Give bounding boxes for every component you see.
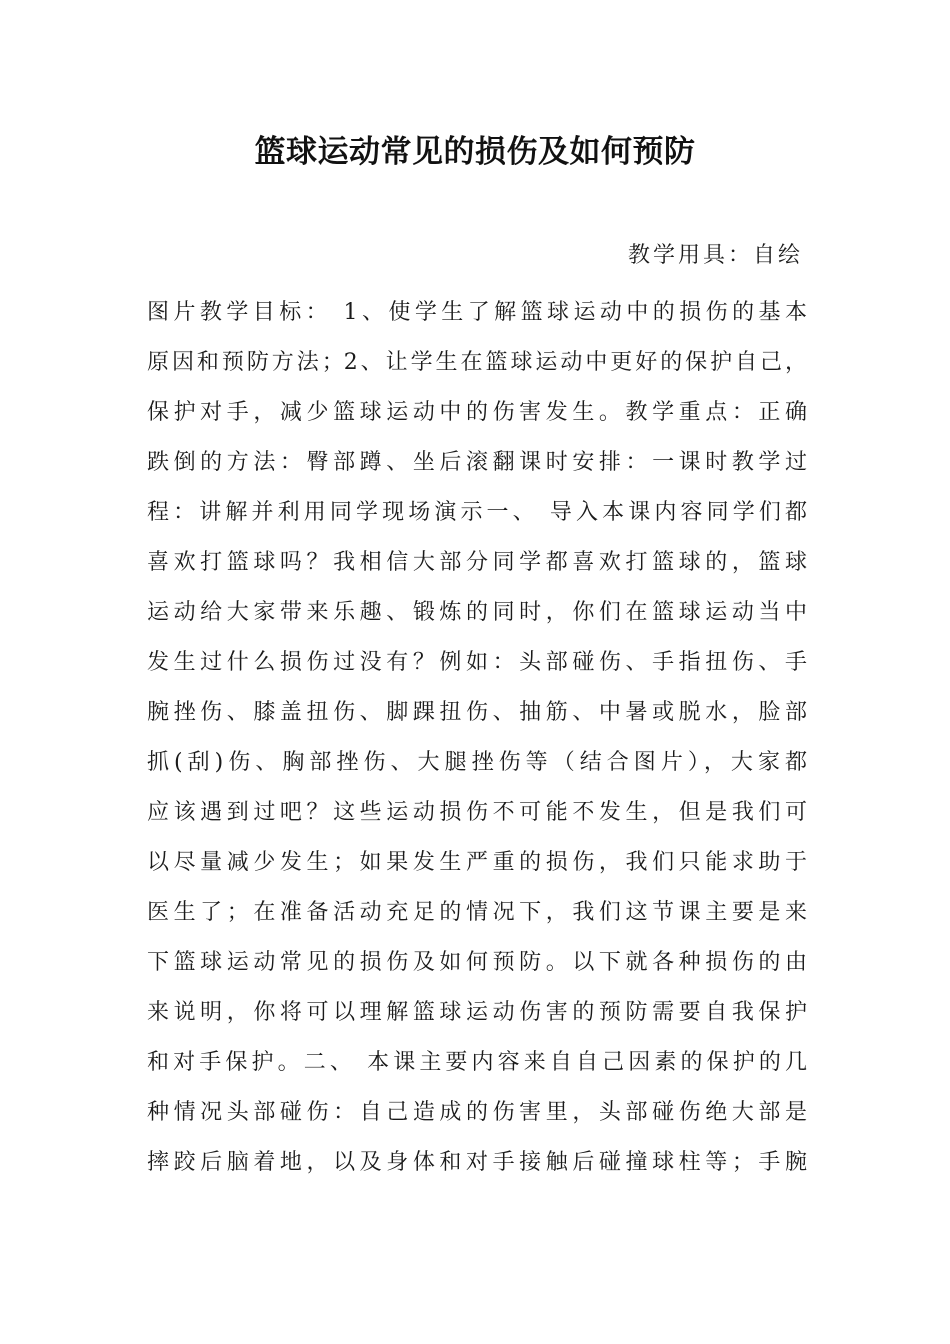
body-line: 下篮球运动常见的损伤及如何预防。以下就各种损伤的由 [147, 950, 807, 975]
body-line: 来说明，你将可以理解篮球运动伤害的预防需要自我保护 [147, 1000, 807, 1025]
body-line: 图片教学目标： 1、使学生了解篮球运动中的损伤的基本 [147, 300, 807, 325]
teaching-tools-line: 教学用具：自绘 [627, 243, 803, 268]
body-line: 摔跤后脑着地，以及身体和对手接触后碰撞球柱等；手腕 [147, 1150, 807, 1175]
body-line: 程：讲解并利用同学现场演示一、 导入本课内容同学们都 [147, 500, 807, 525]
body-line: 以尽量减少发生；如果发生严重的损伤，我们只能求助于 [147, 850, 807, 875]
body-line: 种情况头部碰伤：自己造成的伤害里，头部碰伤绝大部是 [147, 1100, 807, 1125]
body-line: 原因和预防方法；2、让学生在篮球运动中更好的保护自己， [147, 350, 807, 375]
body-line: 运动给大家带来乐趣、锻炼的同时，你们在篮球运动当中 [147, 600, 807, 625]
body-line: 跌倒的方法：臀部蹲、坐后滚翻课时安排：一课时教学过 [147, 450, 807, 475]
body-line: 应该遇到过吧？这些运动损伤不可能不发生，但是我们可 [147, 800, 807, 825]
document-title: 篮球运动常见的损伤及如何预防 [254, 134, 696, 170]
body-line: 喜欢打篮球吗？我相信大部分同学都喜欢打篮球的，篮球 [147, 550, 807, 575]
body-line: 抓(刮)伤、胸部挫伤、大腿挫伤等（结合图片），大家都 [147, 750, 807, 775]
body-line: 和对手保护。二、 本课主要内容来自自己因素的保护的几 [147, 1050, 807, 1075]
body-line: 保护对手，减少篮球运动中的伤害发生。教学重点：正确 [147, 400, 807, 425]
body-line: 腕挫伤、膝盖扭伤、脚踝扭伤、抽筋、中暑或脱水，脸部 [147, 700, 807, 725]
body-line: 医生了；在准备活动充足的情况下，我们这节课主要是来 [147, 900, 807, 925]
body-paragraph [147, 288, 807, 1188]
body-line: 发生过什么损伤过没有？例如：头部碰伤、手指扭伤、手 [147, 650, 807, 675]
